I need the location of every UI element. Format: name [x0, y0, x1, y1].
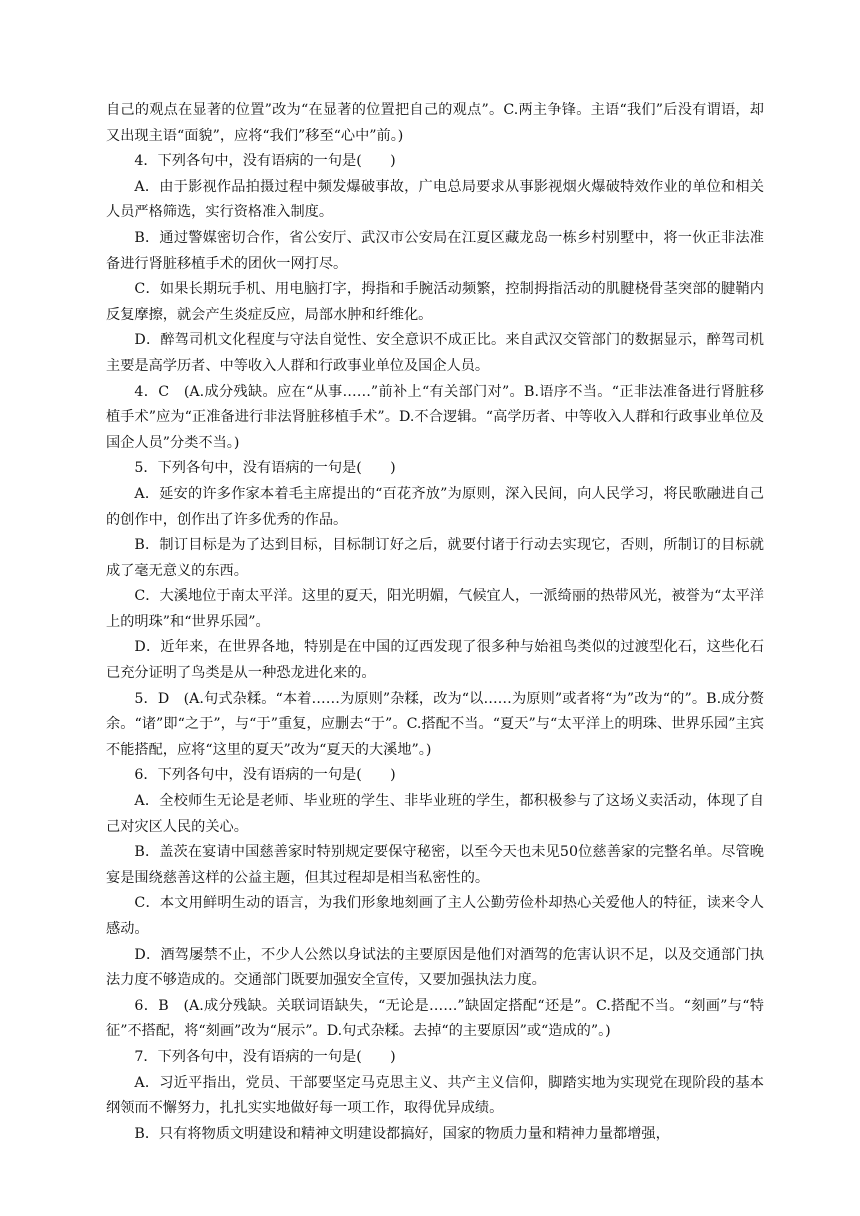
question-5-stem: 5．下列各句中，没有语病的一句是( ) [134, 460, 396, 477]
question-7-stem: 7．下列各句中，没有语病的一句是( ) [134, 1048, 396, 1065]
paragraph: 自己的观点在显著的位置”改为“在显著的位置把自己的观点”。C.两主争锋。主语“我们”后没有谓语，却又出现主语“面貌”，应将“我们”移至“心中”前。) [106, 102, 764, 144]
question-4-option-c: C．如果长期玩手机、用电脑打字，拇指和手腕活动频繁，控制拇指活动的肌腱桡骨茎突部的腱鞘内反复摩擦，就会产生炎症反应，局部水肿和纤维化。 [106, 281, 764, 323]
question-6-option-a: A．全校师生无论是老师、毕业班的学生、非毕业班的学生，都积极参与了这场义卖活动，体现了自己对灾区人民的关心。 [106, 793, 764, 835]
question-7-option-b: B．只有将物质文明建设和精神文明建设都搞好，国家的物质力量和精神力量都增强， [134, 1125, 670, 1142]
question-5-option-a: A．延安的许多作家本着毛主席提出的“百花齐放”为原则，深入民间，向人民学习，将民歌融进自己的创作中，创作出了许多优秀的作品。 [106, 485, 764, 528]
question-4-option-d: D．醉驾司机文化程度与守法自觉性、安全意识不成正比。来自武汉交管部门的数据显示，醉驾司机主要是高学历者、中等收入人群和行政事业单位及国企人员。 [106, 332, 764, 374]
question-4-stem: 4．下列各句中，没有语病的一句是( ) [134, 153, 396, 170]
question-4-answer: 4．C (A.成分残缺。应在“从事……”前补上“有关部门对”。B.语序不当。“正非法准备进行肾脏移植手术”应为“正准备进行非法肾脏移植手术”。D.不合逻辑。“高学历者、中等收入人群和行政事业单位及国企人员”分类不当。) [106, 383, 764, 451]
question-4-option-b: B．通过警媒密切合作，省公安厅、武汉市公安局在江夏区藏龙岛一栋乡村别墅中，将一伙正非法准备进行肾脏移植手术的团伙一网打尽。 [106, 229, 764, 272]
question-6-option-c: C．本文用鲜明生动的语言，为我们形象地刻画了主人公勤劳俭朴却热心关爱他人的特征，读来令人感动。 [106, 895, 764, 937]
question-6-option-b: B．盖茨在宴请中国慈善家时特别规定要保守秘密，以至今天也未见50位慈善家的完整名单。尽管晚宴是围绕慈善这样的公益主题，但其过程却是相当私密性的。 [106, 844, 764, 886]
document-page [106, 98, 764, 1147]
question-5-answer: 5．D (A.句式杂糅。“本着……为原则”杂糅，改为“以……为原则”或者将“为”改为“的”。B.成分赘余。“诸”即“之于”，与“于”重复，应删去“于”。C.搭配不当。“夏天”与“太平洋上的明珠、世界乐园”主宾不能搭配，应将“这里的夏天”改为“夏天的大溪地”。) [106, 690, 764, 758]
question-6-option-d: D．酒驾屡禁不止，不少人公然以身试法的主要原因是他们对酒驾的危害认识不足，以及交通部门执法力度不够造成的。交通部门既要加强安全宣传，又要加强执法力度。 [106, 946, 764, 989]
question-7-option-a: A．习近平指出，党员、干部要坚定马克思主义、共产主义信仰，脚踏实地为实现党在现阶段的基本纲领而不懈努力，扎扎实实地做好每一项工作，取得优异成绩。 [106, 1074, 764, 1117]
question-5-option-d: D．近年来，在世界各地，特别是在中国的辽西发现了很多种与始祖鸟类似的过渡型化石，这些化石已充分证明了鸟类是从一种恐龙进化来的。 [106, 639, 764, 682]
question-5-option-c: C．大溪地位于南太平洋。这里的夏天，阳光明媚，气候宜人，一派绮丽的热带风光，被誉为“太平洋上的明珠”和“世界乐园”。 [106, 588, 764, 630]
question-5-option-b: B．制订目标是为了达到目标，目标制订好之后，就要付诸于行动去实现它，否则，所制订的目标就成了毫无意义的东西。 [106, 537, 764, 579]
question-6-stem: 6．下列各句中，没有语病的一句是( ) [134, 767, 396, 784]
question-6-answer: 6．B (A.成分残缺。关联词语缺失，“无论是……”缺固定搭配“还是”。C.搭配不当。“刻画”与“特征”不搭配，将“刻画”改为“展示”。D.句式杂糅。去掉“的主要原因”或“造成的”。) [106, 997, 764, 1040]
question-4-option-a: A．由于影视作品拍摄过程中频发爆破事故，广电总局要求从事影视烟火爆破特效作业的单位和相关人员严格筛选，实行资格准入制度。 [106, 178, 764, 221]
